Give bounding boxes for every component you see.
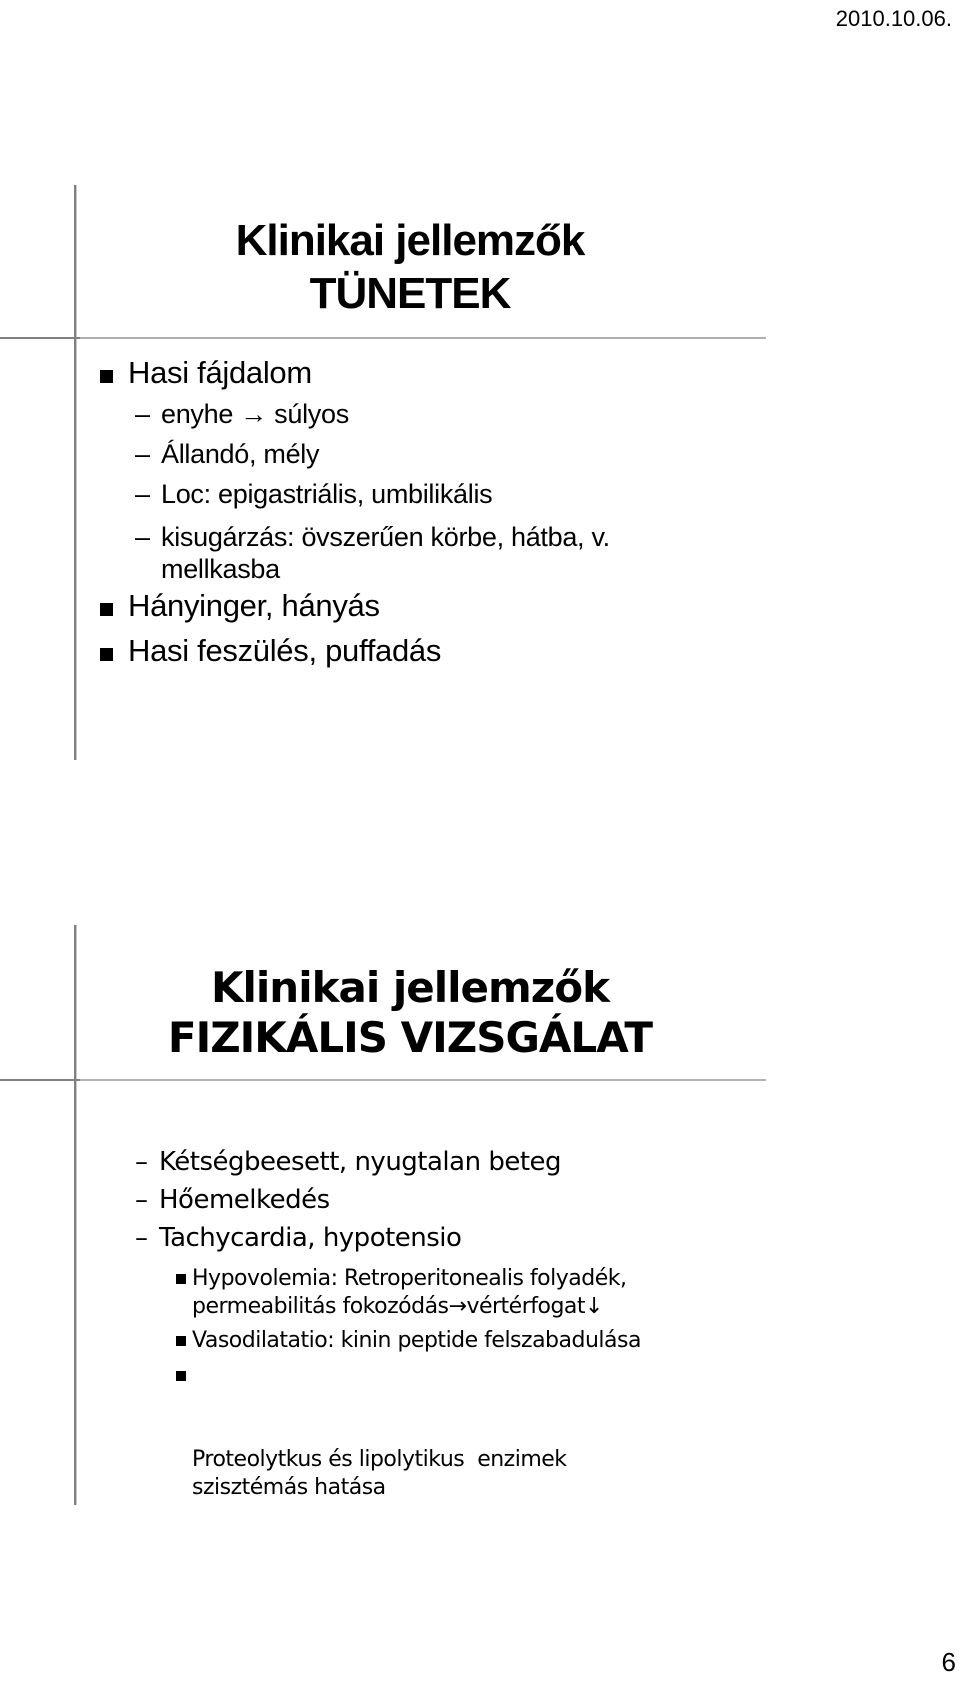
slide-title-line2: FIZIKÁLIS VIZSGÁLAT xyxy=(167,1013,653,1063)
title-divider xyxy=(0,1079,766,1081)
slide-title xyxy=(80,215,740,321)
sub-bullet-text: Tachycardia, hypotensio xyxy=(159,1223,462,1253)
bullet-text: Hasi feszülés, puffadás xyxy=(128,633,442,668)
sub-sub-bullet-item xyxy=(178,1362,598,1558)
slide-left-border-light xyxy=(76,185,77,760)
sub-bullet-text: Állandó, mély xyxy=(161,439,320,469)
sub-bullet-text: Loc: epigastriális, umbilikális xyxy=(161,479,493,509)
page-number: 6 xyxy=(941,1647,956,1677)
header-date: 2010.10.06. xyxy=(835,6,952,31)
sub-bullet-item xyxy=(135,1187,330,1213)
dash-bullet-icon: – xyxy=(135,479,150,509)
sub-bullet-item xyxy=(135,521,695,586)
bullet-item xyxy=(102,635,441,666)
sub-bullet-item xyxy=(135,441,319,468)
sub-bullet-text: Kétségbeesett, nyugtalan beteg xyxy=(159,1147,562,1177)
sub-sub-bullet-text: Proteolytkus és lipolytikus enzimek szisztémás hatása xyxy=(192,1446,574,1500)
slide-title xyxy=(80,963,740,1064)
dash-bullet-icon: – xyxy=(135,1223,148,1253)
square-bullet-icon xyxy=(176,1336,186,1346)
square-bullet-icon xyxy=(176,1274,186,1284)
slide-tunetek xyxy=(0,185,960,760)
square-bullet-icon xyxy=(176,1371,186,1381)
bullet-text: Hasi fájdalom xyxy=(128,355,312,390)
bullet-item xyxy=(102,357,312,388)
slide-title-line1: Klinikai jellemzők xyxy=(235,216,585,265)
square-bullet-icon xyxy=(100,603,113,616)
square-bullet-icon xyxy=(100,648,113,661)
sub-bullet-item xyxy=(135,1225,461,1251)
sub-sub-bullet-text: Vasodilatatio: kinin peptide felszabadulása xyxy=(192,1328,641,1353)
dash-bullet-icon: – xyxy=(135,439,150,469)
slide-left-border-light xyxy=(76,925,77,1505)
slide-title-line2: TÜNETEK xyxy=(309,268,511,318)
square-bullet-icon xyxy=(100,370,113,383)
bullet-text: Hányinger, hányás xyxy=(128,588,380,623)
sub-bullet-text: Hőemelkedés xyxy=(159,1185,330,1215)
dash-bullet-icon: – xyxy=(135,1147,148,1177)
dash-bullet-icon: – xyxy=(135,399,150,429)
bullet-item xyxy=(102,590,380,621)
slide-title-line1: Klinikai jellemzők xyxy=(210,963,610,1012)
sub-bullet-text: enyhe → súlyos xyxy=(161,399,349,429)
sub-bullet-item xyxy=(135,401,349,428)
sub-bullet-item xyxy=(135,1149,561,1175)
title-divider-accent xyxy=(0,337,80,339)
slide-fizikalis-vizsgalat xyxy=(0,925,960,1505)
dash-bullet-icon: – xyxy=(135,522,150,552)
dash-bullet-icon: – xyxy=(135,1185,148,1215)
title-divider-accent xyxy=(0,1079,80,1081)
sub-sub-bullet-item xyxy=(178,1265,678,1321)
sub-sub-bullet-item xyxy=(178,1327,778,1355)
sub-sub-bullet-text: Hypovolemia: Retroperitonealis folyadék, permeabilitás fokozódás→vértérfogat↓ xyxy=(192,1266,627,1319)
sub-bullet-text: kisugárzás: övszerűen körbe, hátba, v. mellkasba xyxy=(161,522,610,585)
sub-bullet-item xyxy=(135,481,492,508)
title-divider xyxy=(0,337,766,339)
